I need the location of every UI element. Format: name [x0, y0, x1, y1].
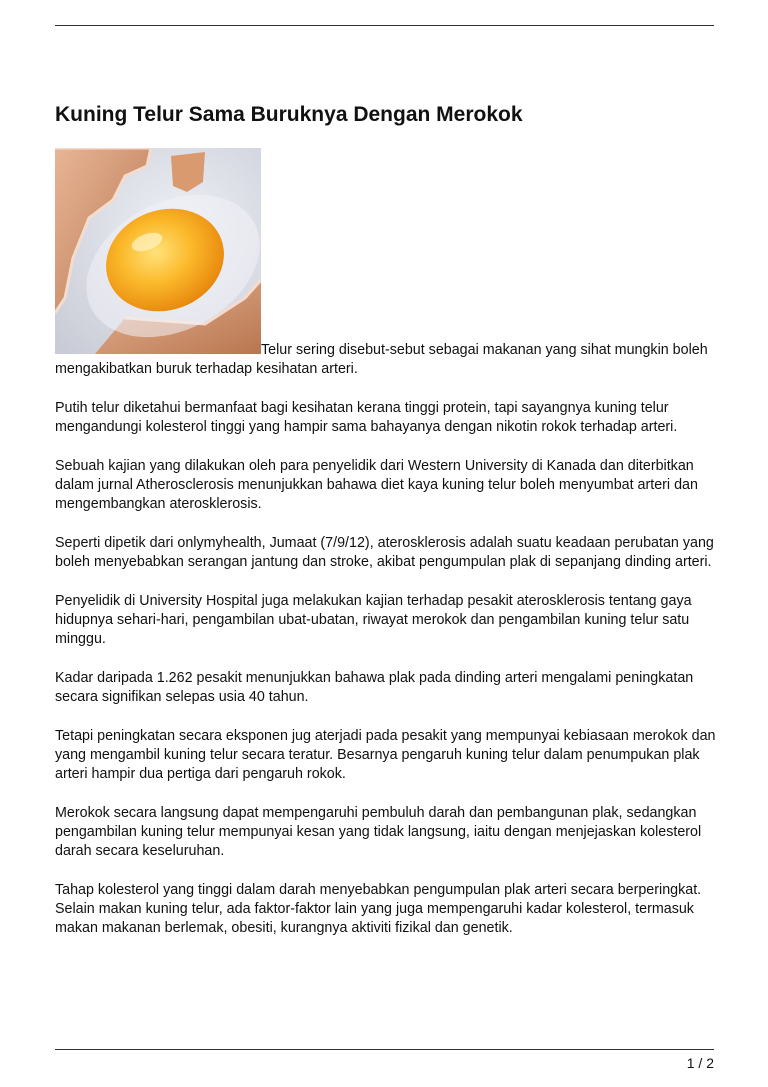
paragraph-9: Tahap kolesterol yang tinggi dalam darah menyebabkan pengumpulan plak arteri secara berperingkat. Selain makan kuning telur, ada faktor-faktor lain yang juga mempengaruhi kadar kolesterol, termasuk makan makanan berlemak, obesiti, kurangnya aktiviti fizikal dan genetik.	[55, 882, 702, 937]
top-rule	[55, 25, 714, 26]
paragraph-1-text: Telur sering disebut-sebut sebagai makanan yang sihat mungkin boleh mengakibatkan buruk terhadap kesihatan arteri.	[55, 342, 708, 378]
page-number: 1 / 2	[686, 1055, 714, 1071]
article-title: Kuning Telur Sama Buruknya Dengan Merokok	[55, 103, 523, 126]
egg-yolk-image	[55, 148, 261, 354]
paragraph-1	[55, 148, 717, 379]
paragraph-7: Tetapi peningkatan secara eksponen jug aterjadi pada pesakit yang mempunyai kebiasaan merokok dan yang mengambil kuning telur secara teratur. Besarnya pengaruh kuning telur dalam penumpukan plak arteri hampir dua pertiga dari pengaruh rokok.	[55, 727, 716, 783]
paragraph-3: Sebuah kajian yang dilakukan oleh para penyelidik dari Western University di Kanada dan diterbitkan dalam jurnal Atherosclerosis menunjukkan bahawa diet kaya kuning telur boleh menyumbat arteri dan mengembangkan aterosklerosis.	[55, 457, 698, 513]
paragraph-8: Merokok secara langsung dapat mempengaruhi pembuluh darah dan pembangunan plak, sedangkan pengambilan kuning telur mempunyai kesan yang tidak langsung, iaitu dengan menjejaskan kolesterol darah secara keseluruhan.	[55, 804, 702, 860]
paragraph-5: Penyelidik di University Hospital juga melakukan kajian terhadap pesakit aterosklerosis tentang gaya hidupnya sehari-hari, pengambilan ubat-ubatan, riwayat merokok dan pengambilan kuning telur satu minggu.	[55, 592, 692, 648]
article-body	[55, 148, 717, 958]
egg-yolk-icon	[55, 148, 261, 354]
paragraph-2: Putih telur diketahui bermanfaat bagi kesihatan kerana tinggi protein, tapi sayangnya kuning telur mengandungi kolesterol tinggi yang hampir sama bahayanya dengan nikotin rokok terhadap arteri.	[55, 399, 678, 436]
bottom-rule	[55, 1049, 714, 1050]
paragraph-6: Kadar daripada 1.262 pesakit menunjukkan bahawa plak pada dinding arteri mengalami peningkatan secara signifikan selepas usia 40 tahun.	[55, 669, 694, 706]
paragraph-4: Seperti dipetik dari onlymyhealth, Jumaat (7/9/12), aterosklerosis adalah suatu keadaan perubatan yang boleh menyebabkan serangan jantung dan stroke, akibat pengumpulan plak di sepanjang dinding arteri.	[55, 534, 714, 571]
